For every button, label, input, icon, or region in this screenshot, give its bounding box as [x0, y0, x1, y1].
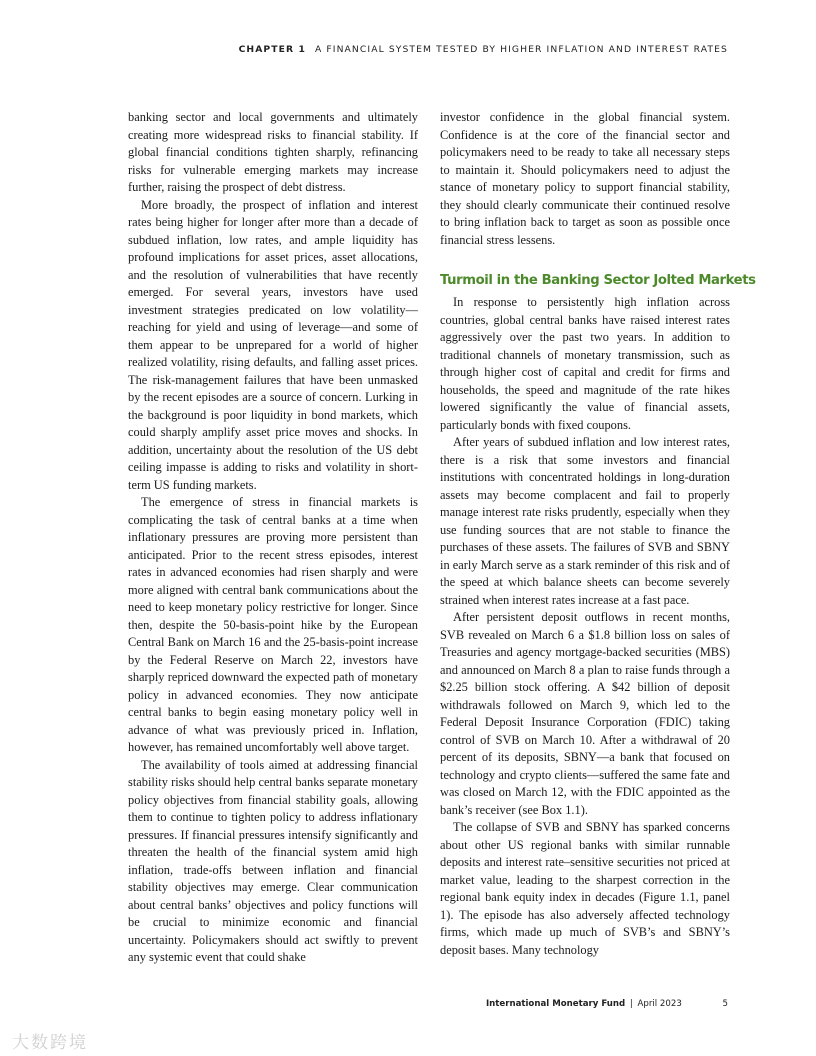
right-column [440, 109, 756, 959]
body-paragraph: investor confidence in the global financial system. Confidence is at the core of the financial sector and policymakers need to be ready to take all necessary steps to maintain it. Should policymakers need to adjust the stance of monetary policy to support financial stability, they should clearly communicate their continued resolve to bring inflation back to target as soon as possible once financial stress lessens. [440, 110, 730, 247]
body-paragraph: banking sector and local governments and ultimately creating more widespread risks to financial stability. If global financial conditions tighten sharply, refinancing risks for vulnerable emerging markets may increase further, raising the prospect of debt distress. [128, 110, 418, 194]
page-footer [486, 999, 728, 1009]
chapter-label: CHAPTER 1 [238, 44, 306, 55]
left-column [128, 109, 418, 967]
body-paragraph: After years of subdued inflation and low interest rates, there is a risk that some investors and financial institutions with concentrated holdings in long-duration assets may become complacent and fail to properly manage interest rate risks prudently, especially when they use funding sources that are not stable to finance the purchases of these assets. The failures of SVB and SBNY in early March serve as a stark reminder of this risk and of the speed at which balance sheets can become severely strained when interest rates increase at a fast pace. [440, 435, 730, 607]
body-paragraph: The availability of tools aimed at addressing financial stability risks should help central banks separate monetary policy objectives from financial stability goals, allowing them to continue to tighten policy to address inflationary pressures. If financial pressures intensify significantly and threaten the health of the financial system amid high inflation, trade-offs between inflation and financial stability objectives may emerge. Clear communication about central banks’ objectives and policy functions will be crucial to minimize economic and financial uncertainty. Policymakers should act swiftly to prevent any systemic event that could shake [128, 757, 418, 964]
section-heading: Turmoil in the Banking Sector Jolted Markets [440, 273, 756, 288]
footer-organization: International Monetary Fund [485, 999, 626, 1009]
body-paragraph: After persistent deposit outflows in recent months, SVB revealed on March 6 a $1.8 billion loss on sales of Treasuries and agency mortgage-backed securities (MBS) and announced on March 8 a plan to raise funds through a $2.25 billion stock offering. A $42 billion of deposit withdrawals followed on March 9, which led to the Federal Deposit Insurance Corporation (FDIC) taking control of SVB on March 10. After a withdrawal of 20 percent of its deposits, SBNY—a bank that focused on technology and crypto clients—suffered the same fate and was closed on March 12, with the FDIC appointed as the bank’s receiver (see Box 1.1). [440, 610, 730, 817]
body-paragraph: More broadly, the prospect of inflation and interest rates being higher for longer after more than a decade of subdued inflation, low rates, and ample liquidity has profound implications for asset prices, asset allocations, and the resolution of vulnerabilities that have recently emerged. For several years, investors have used investment strategies predicated on low volatility—reaching for yield and using of leverage—and some of them appear to be unprepared for a world of higher realized volatility, rising defaults, and falling asset prices. The risk-management failures that have been unmasked by the recent episodes are a source of concern. Lurking in the background is poor liquidity in bond markets, which could sharply amplify asset price moves and shocks. In addition, uncertainty about the resolution of the US debt ceiling impasse is adding to risks and volatility in short-term US funding markets. [128, 197, 418, 492]
page-number: 5 [722, 999, 728, 1009]
running-header [239, 44, 728, 55]
body-paragraph: The collapse of SVB and SBNY has sparked concerns about other US regional banks with similar runnable deposits and interest rate–sensitive securities not priced at market value, leading to the sharpest correction in the regional bank equity index in decades (Figure 1.1, panel 1). The episode has also adversely affected technology firms, which made up much of SVB’s and SBNY’s deposit bases. Many technology [440, 820, 730, 957]
body-paragraph: The emergence of stress in financial markets is complicating the task of central banks at a time when inflationary pressures are proving more persistent than anticipated. Prior to the recent stress episodes, interest rates in advanced economies had risen sharply and were more aligned with central bank communications about the need to keep monetary policy restrictive for longer. Since then, despite the 50-basis-point hike by the European Central Bank on March 16 and the 25-basis-point increase by the Federal Reserve on March 22, investors have sharply repriced downward the expected path of monetary policy in advanced economies. They now anticipate central banks to begin easing monetary policy well in advance of what was previously priced in. Inflation, however, has remained uncomfortably well above target. [128, 495, 418, 754]
footer-date: April 2023 [637, 999, 682, 1009]
watermark [12, 1028, 88, 1053]
body-paragraph: In response to persistently high inflation across countries, global central banks have raised interest rates aggressively over the past two years. In addition to traditional channels of monetary transmission, such as through higher cost of capital and credit for firms and households, the speed and magnitude of the rate hikes lowered significantly the value of financial assets, particularly bonds with fixed coupons. [440, 295, 730, 432]
chapter-title: A FINANCIAL SYSTEM TESTED BY HIGHER INFLATION AND INTEREST RATES [314, 44, 728, 55]
watermark-text: 大数跨境 [12, 1033, 88, 1053]
footer-separator: | [629, 999, 633, 1009]
